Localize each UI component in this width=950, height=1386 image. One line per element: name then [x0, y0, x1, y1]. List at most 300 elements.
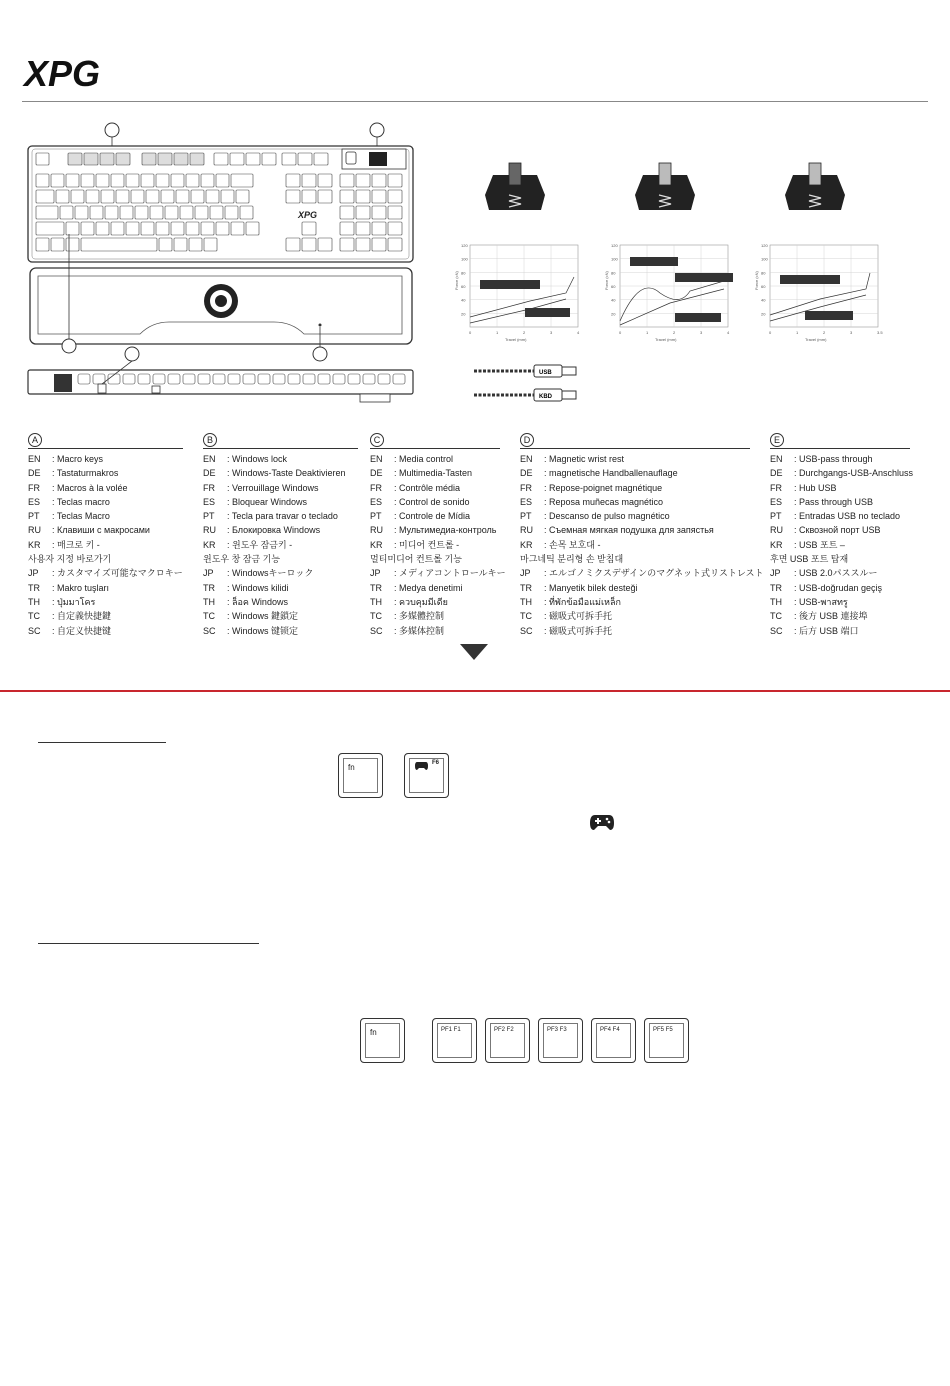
lang-text: : Teclas Macro [52, 511, 110, 522]
translation-row [520, 466, 750, 480]
lang-code: PT [770, 511, 782, 522]
key [302, 222, 316, 235]
lang-text: 사용자 지정 바로가기 [28, 554, 112, 565]
lang-code: ES [203, 496, 216, 507]
rear-key [318, 374, 330, 384]
lang-code: FR [770, 482, 782, 493]
lang-code: PT [370, 511, 382, 522]
lang-text: : ล็อค Windows [227, 596, 288, 607]
pf-key-3: PF3 F3 [538, 1018, 583, 1063]
x-tick: 4 [727, 330, 730, 335]
lang-text: : ควบคุมมีเดีย [394, 596, 448, 607]
fn-key-2: fn [360, 1018, 405, 1063]
lang-text: : Reposa muñecas magnético [544, 496, 664, 507]
lang-code: EN [520, 454, 533, 464]
key [126, 174, 139, 187]
lang-text: : Windows-Taste Deaktivieren [227, 468, 346, 479]
rear-key [393, 374, 405, 384]
x-tick: 2 [823, 330, 826, 335]
key [246, 222, 259, 235]
lang-code: KR [520, 539, 533, 550]
rear-key [123, 374, 135, 384]
lang-code: TR [520, 582, 532, 593]
key [186, 174, 199, 187]
x-tick: 3 [850, 330, 853, 335]
key [210, 206, 223, 219]
gamepad-icon [590, 814, 614, 830]
lang-text: : Macro keys [52, 454, 104, 464]
lang-text: : 自定義快捷鍵 [52, 611, 112, 622]
key [356, 174, 370, 187]
lang-text: : Windows 键锁定 [227, 625, 299, 636]
lang-text: : USB-pass through [794, 454, 873, 464]
pf-key-5: PF5 F5 [644, 1018, 689, 1063]
lang-code: TR [370, 582, 382, 593]
key [231, 174, 253, 187]
lang-text: : USB 포트 – [794, 539, 845, 550]
lang-code: DE [203, 468, 216, 479]
lang-code: KR [203, 539, 216, 550]
key [135, 206, 148, 219]
lang-text: : ปุ่มมาโคร [52, 596, 96, 607]
callout-c [62, 339, 76, 353]
key [105, 206, 118, 219]
translation-row [203, 624, 358, 638]
key [66, 174, 79, 187]
lang-code: FR [203, 482, 215, 493]
y-tick: 120 [761, 243, 768, 248]
lang-code: JP [520, 568, 531, 579]
key [131, 190, 144, 203]
column-header [203, 430, 358, 449]
lang-code: DE [28, 468, 41, 479]
x-axis-label: Travel (mm) [505, 337, 527, 342]
x-tick: 3.5 [877, 330, 883, 335]
lang-code: DE [770, 468, 783, 479]
lang-code: TC [28, 611, 40, 622]
key [356, 222, 370, 235]
y-tick: 60 [461, 284, 466, 289]
key [141, 174, 154, 187]
x-tick: 2 [523, 330, 526, 335]
key [206, 190, 219, 203]
translation-row [770, 552, 910, 566]
y-tick: 120 [461, 243, 468, 248]
lang-text: : Repose-poignet magnétique [544, 482, 663, 493]
key [100, 153, 114, 165]
y-tick: 20 [761, 311, 766, 317]
translation-row [770, 624, 910, 638]
key [189, 238, 202, 251]
heading-underline-2 [38, 943, 259, 944]
switch-charts [455, 155, 895, 345]
lang-code: EN [770, 454, 783, 464]
y-tick: 120 [611, 243, 618, 248]
translation-row [770, 609, 910, 623]
y-tick: 100 [611, 256, 618, 262]
key [174, 238, 187, 251]
lang-code: TH [203, 596, 215, 607]
lang-text: 윈도우 창 잠금 기능 [203, 554, 281, 565]
usb-cable-diagram [472, 360, 582, 404]
switch-stem [659, 163, 671, 185]
lang-code: RU [520, 525, 533, 536]
translation-row [370, 523, 500, 537]
y-tick: 80 [611, 270, 616, 276]
translation-row [370, 609, 500, 623]
lang-code: TH [28, 596, 40, 607]
lang-text: : メディアコントロールキー [394, 568, 506, 579]
translation-row [520, 452, 750, 466]
down-arrow-icon [460, 644, 488, 660]
rear-key [213, 374, 225, 384]
lang-text: 마그네틱 분리형 손 받침대 [520, 554, 624, 565]
key [318, 174, 332, 187]
translation-row [770, 581, 910, 595]
column-a [28, 430, 183, 638]
lang-text: : Macros à la volée [52, 482, 128, 493]
pf-key-2: PF2 F2 [485, 1018, 530, 1063]
key [142, 153, 156, 165]
label-box [480, 280, 540, 289]
key [56, 190, 69, 203]
lang-code: TR [28, 582, 40, 593]
key [225, 206, 238, 219]
callout-d [313, 347, 327, 361]
key [36, 153, 49, 165]
lang-code: KR [28, 539, 41, 550]
translation-row [770, 466, 914, 480]
label-box [630, 257, 678, 266]
key [146, 190, 159, 203]
translation-row [203, 523, 358, 537]
key [165, 206, 178, 219]
y-tick: 60 [611, 284, 616, 289]
key [195, 206, 208, 219]
translation-row [28, 595, 183, 609]
key [96, 222, 109, 235]
y-tick: 60 [761, 284, 766, 289]
key [340, 206, 354, 219]
translation-row [520, 624, 750, 638]
translation-row [203, 509, 358, 523]
logo-text: XPG [24, 53, 101, 94]
lang-text: : 윈도우 잠금키 - [227, 539, 293, 550]
translation-row [770, 538, 910, 552]
media-dial [369, 152, 387, 166]
translation-row [370, 552, 500, 566]
rear-key [93, 374, 105, 384]
key [356, 190, 370, 203]
key [96, 174, 109, 187]
rear-key [378, 374, 390, 384]
lang-text: : 미디어 컨트롤 - [394, 539, 460, 550]
rear-key [108, 374, 120, 384]
y-tick: 40 [461, 297, 466, 303]
translation-row [770, 509, 910, 523]
lang-code: TC [770, 611, 782, 622]
key [71, 190, 84, 203]
header-divider [22, 101, 928, 102]
lang-code: TC [203, 611, 215, 622]
y-axis-label: Force (cN) [604, 271, 609, 290]
key [36, 206, 58, 219]
lang-text: : Contrôle média [394, 482, 461, 493]
key [156, 222, 169, 235]
lang-text: : Multimedia-Tasten [394, 468, 473, 479]
kbd-label: KBD [539, 394, 552, 400]
lang-text: : 매크로 키 - [52, 539, 100, 550]
key [66, 238, 79, 251]
lang-code: TC [370, 611, 382, 622]
translation-row [520, 552, 750, 566]
lang-text: : ที่พักข้อมือแม่เหล็ก [544, 596, 621, 607]
lang-text: : Hub USB [794, 482, 837, 493]
key [101, 190, 114, 203]
lang-text: : USB-พาสทรู [794, 596, 848, 607]
lang-text: : Medya denetimi [394, 582, 463, 593]
lang-text: : Windowsキーロック [227, 568, 314, 579]
key [302, 238, 316, 251]
key [161, 190, 174, 203]
translation-row [203, 609, 358, 623]
key [372, 190, 386, 203]
key [150, 206, 163, 219]
rear-key [258, 374, 270, 384]
lang-text: : Tastaturmakros [52, 468, 119, 479]
key [51, 174, 64, 187]
usb-label: USB [539, 370, 552, 376]
lang-text: : Tecla para travar o teclado [227, 511, 338, 522]
translation-row [370, 466, 500, 480]
translation-row [28, 523, 183, 537]
x-tick: 3 [700, 330, 703, 335]
column-letter: B [203, 433, 217, 447]
lang-code: RU [203, 525, 216, 536]
y-tick: 80 [761, 270, 766, 276]
x-axis-label: Travel (mm) [655, 337, 677, 342]
key [240, 206, 253, 219]
column-header [770, 430, 910, 449]
key [216, 174, 229, 187]
column-letter: D [520, 433, 534, 447]
translation-row [370, 595, 500, 609]
translation-row [28, 466, 183, 480]
lang-text: : エルゴノミクスデザインのマグネット式リストレスト [544, 568, 764, 579]
key [126, 222, 139, 235]
lang-text: : Manyetik bilek desteği [544, 582, 638, 593]
callout-b [370, 123, 384, 137]
key [141, 222, 154, 235]
lang-text: : Bloquear Windows [227, 496, 308, 507]
label-box [675, 273, 733, 282]
key [388, 222, 402, 235]
translation-row [770, 452, 910, 466]
key [214, 153, 228, 165]
y-axis-label: Force (cN) [454, 271, 459, 290]
lang-code: RU [370, 525, 383, 536]
translation-row [28, 609, 183, 623]
lang-text: : 自定义快捷键 [52, 625, 112, 636]
x-tick: 1 [496, 330, 499, 335]
rear-key [168, 374, 180, 384]
column-header [28, 430, 183, 449]
translation-row [203, 452, 358, 466]
rear-key [138, 374, 150, 384]
lang-text: : USB-doğrudan geçiş [794, 582, 883, 593]
lang-code: PT [520, 511, 532, 522]
key [286, 238, 300, 251]
key [120, 206, 133, 219]
key [116, 153, 130, 165]
key [116, 190, 129, 203]
column-c [370, 430, 506, 638]
translation-row [203, 466, 358, 480]
lang-text: : 多媒体控制 [394, 625, 445, 636]
x-tick: 3 [550, 330, 553, 335]
lang-text: : Клавиши с макросами [52, 525, 150, 536]
rear-key [228, 374, 240, 384]
key [286, 174, 300, 187]
lang-code: JP [28, 568, 39, 579]
lang-text: : Descanso de pulso magnético [544, 511, 670, 522]
lang-code: RU [770, 525, 783, 536]
key [111, 174, 124, 187]
key [372, 174, 386, 187]
key [36, 238, 49, 251]
translation-row [770, 481, 910, 495]
pf-key-4: PF4 F4 [591, 1018, 636, 1063]
y-tick: 100 [461, 256, 468, 262]
key [171, 174, 184, 187]
key [201, 222, 214, 235]
translation-row [520, 609, 750, 623]
lang-text: : Блокировка Windows [227, 525, 321, 536]
key [66, 222, 79, 235]
rear-key [288, 374, 300, 384]
rear-key [243, 374, 255, 384]
rear-key [348, 374, 360, 384]
translation-row [370, 581, 500, 595]
key [356, 206, 370, 219]
key [221, 190, 234, 203]
lang-code: TR [203, 582, 215, 593]
translation-row [28, 481, 183, 495]
lang-text: : Makro tuşları [52, 582, 110, 593]
label-box [525, 308, 570, 317]
column-d [520, 430, 764, 638]
key [75, 206, 88, 219]
y-tick: 100 [761, 256, 768, 262]
key [388, 190, 402, 203]
translation-row [28, 552, 183, 566]
translation-row [370, 495, 500, 509]
lang-text: : Verrouillage Windows [227, 482, 319, 493]
lang-text: : Magnetic wrist rest [544, 454, 625, 464]
key [356, 238, 370, 251]
lang-code: ES [770, 496, 783, 507]
lang-text: : Controle de Mídia [394, 511, 471, 522]
translation-row [520, 509, 750, 523]
key [372, 238, 386, 251]
key [388, 206, 402, 219]
y-axis-label: Force (cN) [754, 271, 759, 290]
lang-text: : 손목 보호대 - [544, 539, 601, 550]
y-tick: 80 [461, 270, 466, 276]
translation-row [28, 538, 183, 552]
lang-code: ES [370, 496, 383, 507]
y-tick: 40 [611, 297, 616, 303]
lang-text: : 磁吸式可拆手托 [544, 611, 613, 622]
translation-row [28, 509, 183, 523]
translation-row [770, 595, 910, 609]
column-header [370, 430, 500, 449]
label-box [805, 311, 853, 320]
lang-code: PT [203, 511, 215, 522]
lang-text: : 多媒體控制 [394, 611, 445, 622]
translation-row [203, 538, 358, 552]
lang-text: : 後方 USB 連接埠 [794, 611, 868, 622]
key [340, 190, 354, 203]
translation-row [370, 538, 500, 552]
lang-code: JP [203, 568, 214, 579]
lang-code: SC [203, 625, 216, 636]
lang-code: TR [770, 582, 782, 593]
lang-text: : Сквозной порт USB [794, 525, 881, 536]
lang-text: : Durchgangs-USB-Anschluss [794, 468, 914, 479]
key [186, 222, 199, 235]
keyboard-diagram [24, 116, 419, 406]
x-tick: 1 [646, 330, 649, 335]
rear-key [273, 374, 285, 384]
x-tick: 0 [619, 330, 622, 335]
lang-code: KR [770, 539, 783, 550]
lang-code: SC [520, 625, 533, 636]
gamepad-icon [415, 761, 428, 770]
rear-key [153, 374, 165, 384]
key [318, 238, 332, 251]
translation-row [28, 624, 183, 638]
lang-text: : Media control [394, 454, 454, 464]
translation-row [28, 566, 183, 580]
translation-row [520, 566, 764, 580]
fn-key: fn [338, 753, 383, 798]
key [36, 190, 54, 203]
lang-code: TC [520, 611, 532, 622]
lang-text: : Windows 鍵鎖定 [227, 611, 299, 622]
callout-e [125, 347, 139, 361]
lang-text: : magnetische Handballenauflage [544, 468, 678, 479]
y-tick: 20 [461, 311, 466, 317]
lang-code: ES [520, 496, 533, 507]
key [81, 238, 157, 251]
key [302, 190, 316, 203]
keyboard-logo: XPG [298, 210, 318, 220]
key [156, 174, 169, 187]
translation-row [203, 566, 358, 580]
x-tick: 2 [673, 330, 676, 335]
translation-row [203, 595, 358, 609]
key [282, 153, 296, 165]
heading-underline-1 [38, 742, 166, 743]
lang-code: EN [370, 454, 383, 464]
translation-row [370, 624, 500, 638]
rear-key [363, 374, 375, 384]
translation-row [370, 566, 506, 580]
x-tick: 0 [469, 330, 472, 335]
lang-code: TH [370, 596, 382, 607]
lang-code: FR [370, 482, 382, 493]
